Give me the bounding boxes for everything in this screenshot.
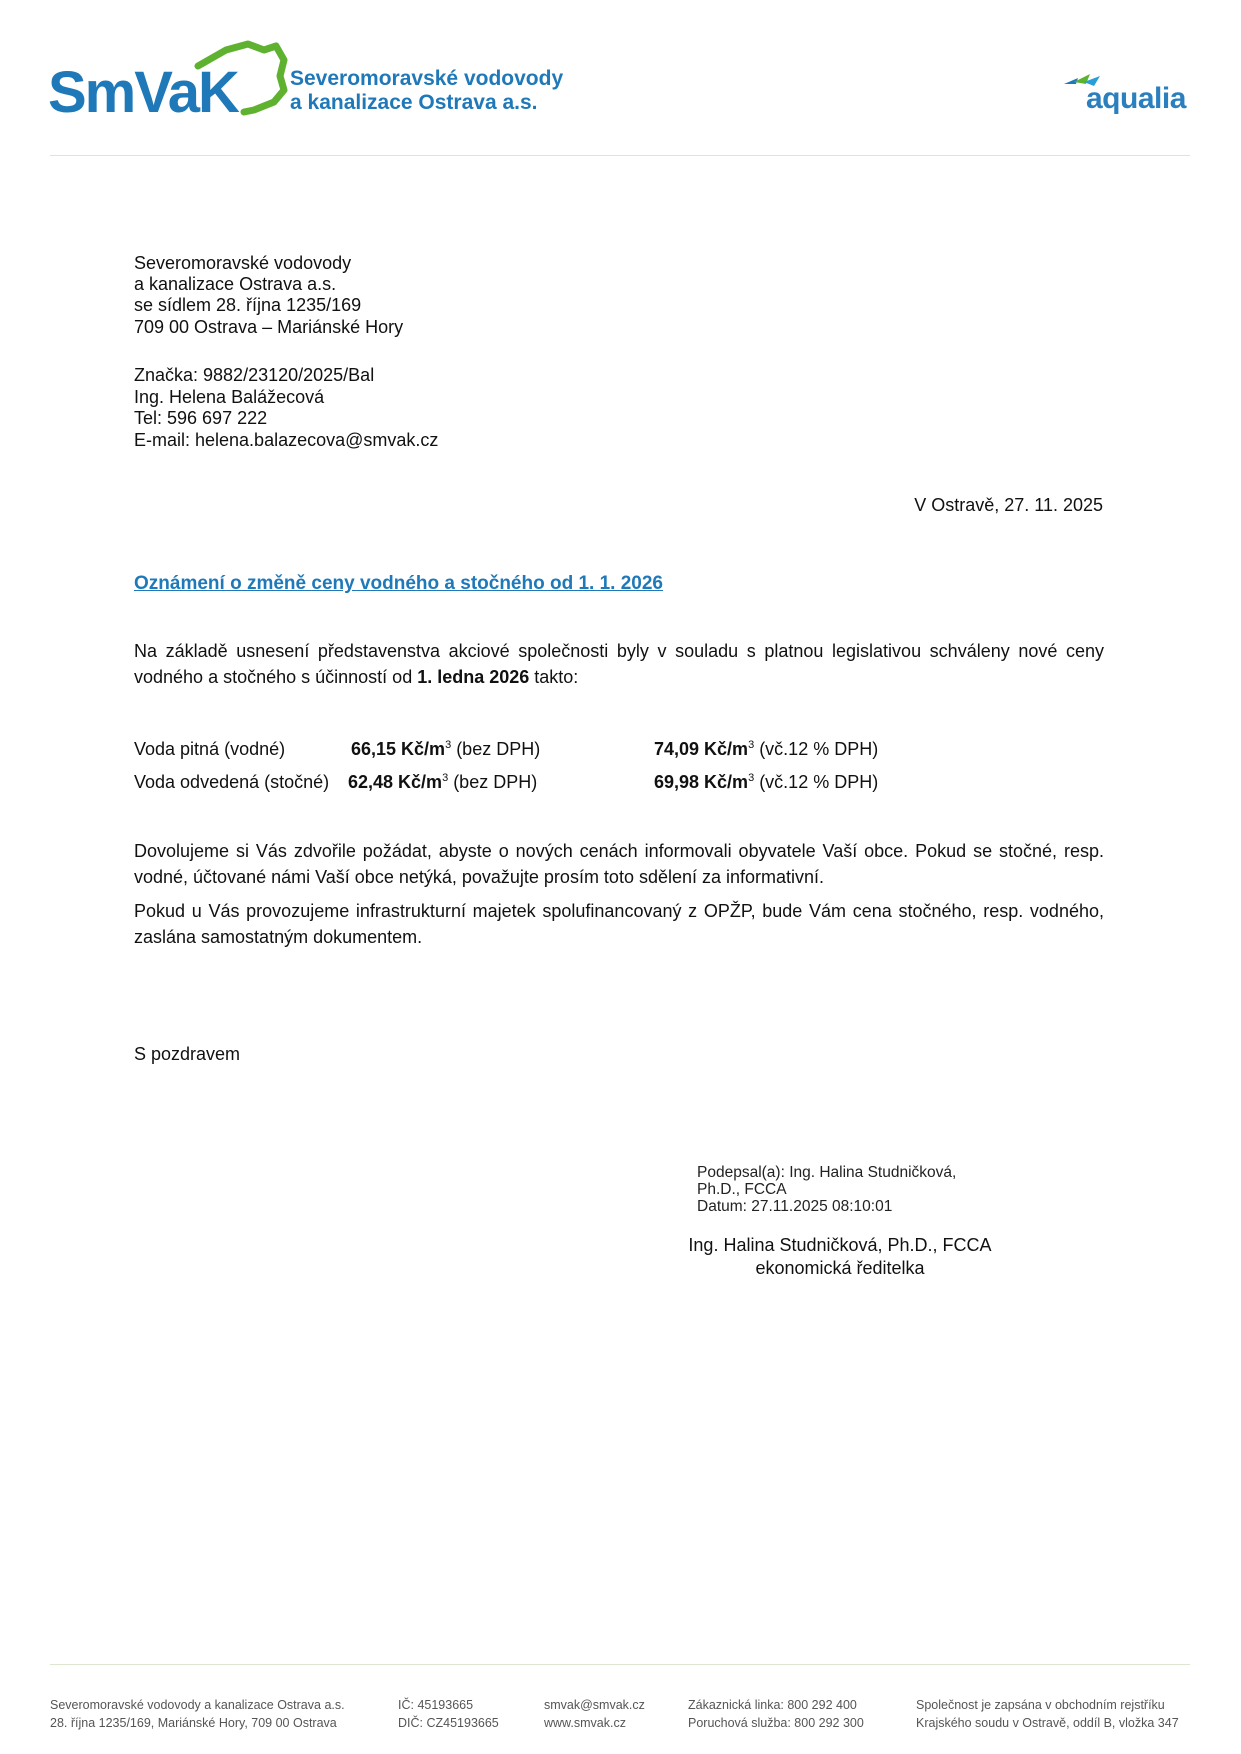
reference-number: Značka: 9882/23120/2025/Bal: [134, 365, 375, 385]
intro-text: Na základě usnesení představenstva akciové společnosti byly v souladu s platnou legislativou schváleny nové ceny vodného a stočného s účinností od: [134, 641, 1104, 687]
header-divider: [50, 155, 1190, 156]
aqualia-logo: [1062, 72, 1192, 124]
opzp-paragraph: Pokud u Vás provozujeme infrastrukturní majetek spolufinancovaný z OPŽP, bude Vám cena stočného, resp. vodného, zaslána samostatným dokumentem.: [134, 901, 1104, 947]
logo-wordmark: SmVaK: [48, 60, 238, 125]
letter-date: V Ostravě, 27. 11. 2025: [914, 495, 1103, 515]
footer-registry: [916, 1696, 1179, 1732]
footer-fault-line: Poruchová služba: 800 292 300: [688, 1716, 864, 1730]
footer-company-address: 28. října 1235/169, Mariánské Hory, 709 00 Ostrava: [50, 1716, 337, 1730]
footer-registry-line2: Krajského soudu v Ostravě, oddíl B, vložka 347: [916, 1716, 1179, 1730]
price-net: 66,15 $Kč/m^3$ (bez DPH): [351, 739, 541, 759]
footer-ico: IČ: 45193665: [398, 1698, 474, 1712]
sender-line: Severomoravské vodovody: [134, 253, 352, 273]
contact-email: E-mail: helena.balazecova@smvak.cz: [134, 430, 439, 450]
footer-company: [50, 1696, 345, 1732]
sender-line: a kanalizace Ostrava a.s.: [134, 274, 337, 294]
intro-paragraph: [134, 638, 1104, 690]
signer-role: ekonomická ředitelka: [755, 1258, 925, 1278]
signer-name: Ing. Halina Studničková, Ph.D., FCCA: [688, 1235, 992, 1255]
sender-line: 709 00 Ostrava – Mariánské Hory: [134, 317, 404, 337]
intro-text-end: takto:: [529, 667, 579, 687]
footer-company-name: Severomoravské vodovody a kanalizace Ostrava a.s.: [50, 1698, 345, 1712]
price-row-sewage: [134, 772, 1114, 802]
footer-ids: [398, 1696, 499, 1732]
footer-dic: DIČ: CZ45193665: [398, 1716, 499, 1730]
signed-by-line2: Ph.D., FCCA: [697, 1181, 787, 1198]
smvak-logo: [48, 40, 288, 125]
price-with-vat: 69,98 $Kč/m^3$ (vč.12 % DPH): [654, 772, 879, 792]
footer-registry-line1: Společnost je zapsána v obchodním rejstříku: [916, 1698, 1165, 1712]
footer-website: www.smvak.cz: [544, 1716, 626, 1730]
footer-web: [544, 1696, 645, 1732]
sender-line: se sídlem 28. října 1235/169: [134, 295, 362, 315]
price-label: Voda pitná (vodné): [134, 739, 286, 759]
contact-name: Ing. Helena Balážecová: [134, 387, 325, 407]
price-row-drinking-water: [134, 739, 1114, 769]
smvak-logo-mark: [48, 40, 288, 125]
footer-phones: [688, 1696, 864, 1732]
letter-subject: Oznámení o změně ceny vodného a stočného od 1. 1. 2026: [134, 573, 663, 594]
signed-by-line1: Podepsal(a): Ing. Halina Studničková,: [697, 1164, 957, 1181]
company-name-line1: Severomoravské vodovody: [290, 67, 564, 90]
company-name-line2: a kanalizace Ostrava a.s.: [290, 91, 538, 114]
price-label: Voda odvedená (stočné): [134, 772, 330, 792]
contact-phone: Tel: 596 697 222: [134, 408, 268, 428]
footer-email: smvak@smvak.cz: [544, 1698, 645, 1712]
signed-date: Datum: 27.11.2025 08:10:01: [697, 1198, 893, 1215]
footer-customer-line: Zákaznická linka: 800 292 400: [688, 1698, 857, 1712]
closing-greeting: S pozdravem: [134, 1044, 241, 1064]
price-net: 62,48 $Kč/m^3$ (bez DPH): [348, 772, 538, 792]
aqualia-wordmark: aqualia: [1086, 82, 1186, 115]
digital-signature-block: [697, 1164, 956, 1215]
info-paragraph: Dovolujeme si Vás zdvořile požádat, abyste o nových cenách informovali obyvatele Vaší obce. Pokud se stočné, resp. vodné, účtované námi Vaší obce netýká, považujte prosím toto sdělení za informativní.: [134, 841, 1104, 887]
intro-effective-date: 1. ledna 2026: [417, 667, 530, 687]
price-with-vat: 74,09 $Kč/m^3$ (vč.12 % DPH): [654, 739, 879, 759]
footer-divider: [50, 1664, 1190, 1665]
